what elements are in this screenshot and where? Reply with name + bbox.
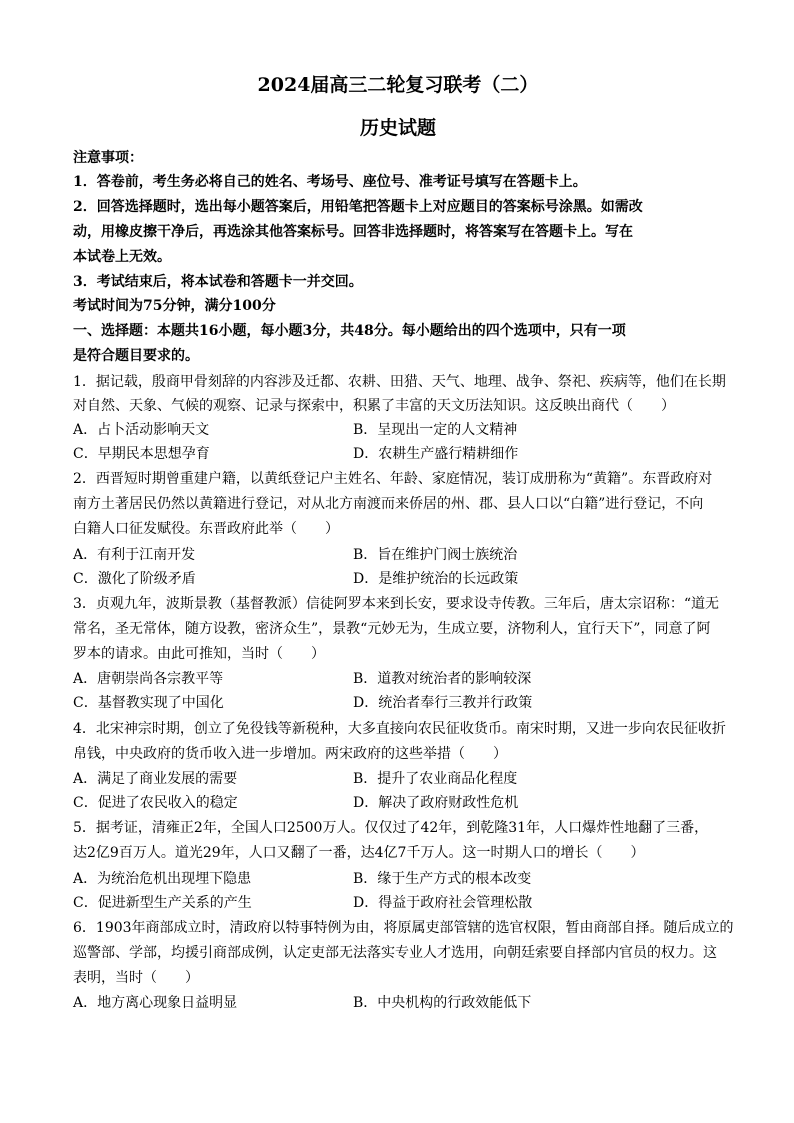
option: B．缘于生产方式的根本改变 [353,871,532,887]
option: C．基督教实现了中国化 [73,695,224,711]
option: A．地方离心现象日益明显 [73,995,238,1011]
option: C．激化了阶级矛盾 [73,571,196,587]
question-stem: 表明，当时（ ） [73,970,199,986]
subject-title: 历史试题 [359,117,436,139]
notice-item: 1．答卷前，考生务必将自己的姓名、考场号、座位号、准考证号填写在答题卡上。 [73,174,587,190]
option: B．旨在维护门阀士族统治 [353,547,518,563]
section-heading: 一、选择题：本题共16小题，每小题3分，共48分。每小题给出的四个选项中，只有一项 [73,323,626,339]
question-stem: 5．据考证，清雍正2年，全国人口2500万人。仅仅过了42年，到乾隆31年，人口爆炸性地翻了三番， [73,820,709,836]
question-stem: 对自然、天象、气候的观察、记录与探索中，积累了丰富的天文历法知识。这反映出商代（ ） [73,398,675,414]
option: A．为统治危机出现埋下隐患 [73,871,252,887]
question-stem: 帛钱，中央政府的货币收入进一步增加。两宋政府的这些举措（ ） [73,746,507,762]
notice-item: 2．回答选择题时，选出每小题答案后，用铅笔把答题卡上对应题目的答案标号涂黑。如需改 [73,199,643,215]
notice-item: 本试卷上无效。 [73,249,171,265]
option: B．呈现出一定的人文精神 [353,422,518,438]
option: D．是维护统治的长远政策 [353,571,519,587]
option: C．早期民本思想孕育 [73,446,210,462]
option: A．占卜活动影响天文 [73,422,210,438]
question-stem: 巡警部、学部，均援引商部成例，认定吏部无法落实专业人才选用，向朝廷索要自择部内官员的权力。这 [73,945,717,961]
question-stem: 南方土著居民仍然以黄籍进行登记，对从北方南渡而来侨居的州、郡、县人口以“白籍”进行登记，不向 [73,496,704,512]
option: D．得益于政府社会管理松散 [353,895,533,911]
option: D．农耕生产盛行精耕细作 [353,446,519,462]
option: B．道教对统治者的影响较深 [353,671,532,687]
question-stem: 6．1903年商部成立时，清政府以特事特例为由，将原属吏部管辖的选官权限，暂由商部自择。随后成立的 [73,920,734,936]
option: A．满足了商业发展的需要 [73,771,238,787]
question-stem: 1．据记载，殷商甲骨刻辞的内容涉及迁都、农耕、田猎、天气、地理、战争、祭祀、疾病等，他们在长期 [73,374,726,390]
option: D．统治者奉行三教并行政策 [353,695,533,711]
notice-item: 3．考试结束后，将本试卷和答题卡一并交回。 [73,274,363,290]
option: A．唐朝崇尚各宗教平等 [73,671,224,687]
notice-heading: 注意事项： [73,150,143,166]
question-stem: 3．贞观九年，波斯景教（基督教派）信徒阿罗本来到长安，要求设寺传教。三年后，唐太宗诏称：“道无 [73,596,720,612]
option: B．中央机构的行政效能低下 [353,995,532,1011]
question-stem: 达2亿9百万人。道光29年，人口又翻了一番，达4亿7千万人。这一时期人口的增长（ ） [73,845,645,861]
exam-title: 2024届高三二轮复习联考（二） [257,74,539,96]
option: C．促进新型生产关系的产生 [73,895,252,911]
question-stem: 白籍人口征发赋役。东晋政府此举（ ） [73,521,339,537]
question-stem: 常名，圣无常体，随方设教，密济众生”，景教“元妙无为，生成立要，济物利人，宜行天下”，同意了阿 [73,621,711,637]
question-stem: 罗本的请求。由此可推知，当时（ ） [73,646,325,662]
question-stem: 2．西晋短时期曾重建户籍，以黄纸登记户主姓名、年龄、家庭情况，装订成册称为“黄籍”。东晋政府对 [73,471,713,487]
option: B．提升了农业商品化程度 [353,771,518,787]
notice-item: 动，用橡皮擦干净后，再选涂其他答案标号。回答非选择题时，将答案写在答题卡上。写在 [73,224,633,240]
question-stem: 4．北宋神宗时期，创立了免役钱等新税种，大多直接向农民征收货币。南宋时期，又进一步向农民征收折 [73,721,726,737]
section-heading: 是符合题目要求的。 [73,348,199,364]
option: A．有利于江南开发 [73,547,196,563]
option: C．促进了农民收入的稳定 [73,795,238,811]
exam-time: 考试时间为75分钟，满分100分 [73,298,276,314]
option: D．解决了政府财政性危机 [353,795,519,811]
